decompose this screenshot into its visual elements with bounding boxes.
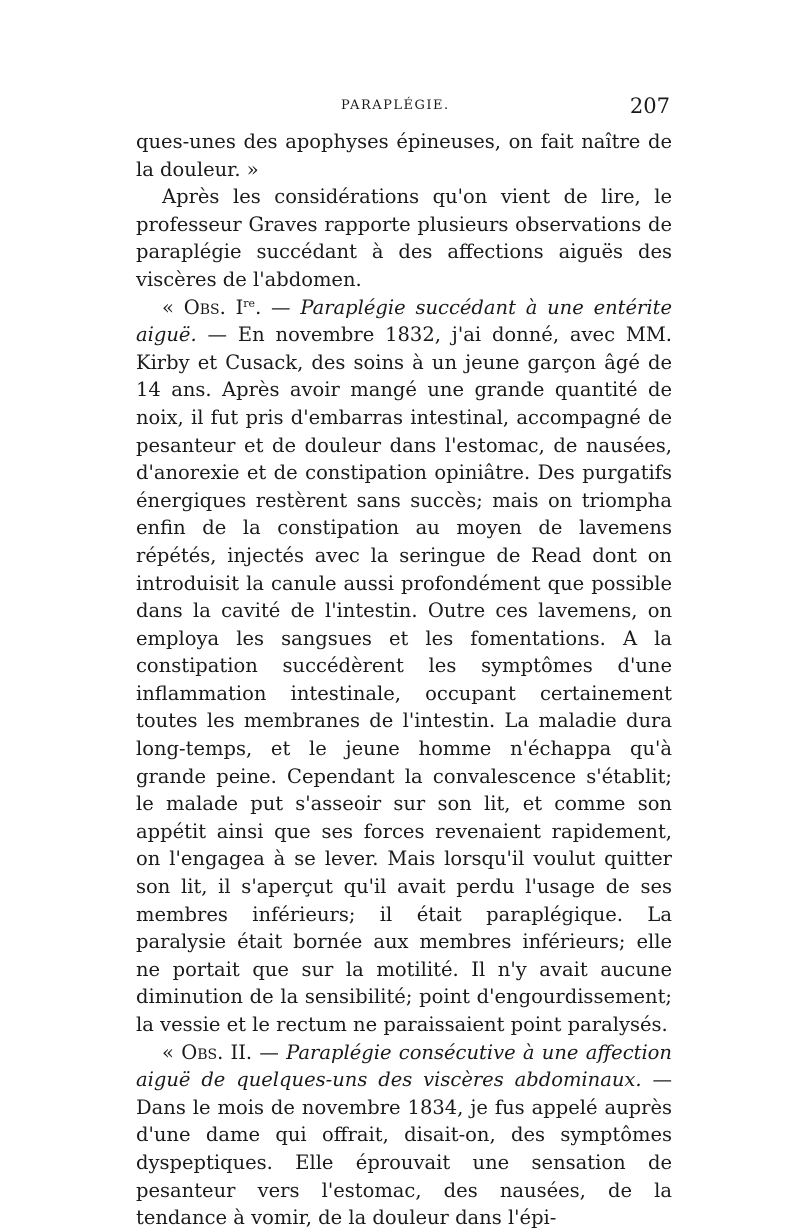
obs1-label: Obs. I [183,295,244,319]
obs1-label-sup: re [243,296,256,310]
obs2-sep: — [252,1040,287,1064]
obs2-label: Obs. II. [181,1040,253,1064]
obs1-title: Paraplégie succédant à une entérite aiguë. [136,295,672,347]
paragraph-continuation: ques-unes des apophyses épineuses, on fait naître de la douleur. » [136,130,672,181]
obs2-title: Paraplégie consécutive à une affection aiguë de quelques-uns des viscères abdominaux. [136,1040,672,1092]
page-header [136,94,672,128]
paragraph-intro: Après les considérations qu'on vient de lire, le professeur Graves rapporte plusieurs observations de paraplégie succédant à des affections aiguës des viscères de l'abdomen. [136,185,672,291]
running-head: PARAPLÉGIE. [341,98,450,113]
body-text [136,128,672,1232]
obs1-text: — En novembre 1832, j'ai donné, avec MM. Kirby et Cusack, des soins à un jeune garçon âgé de 14 ans. Après avoir mangé une grande quantité de noix, il fut pris d'embarras intestinal, accompagné de pesanteur et de douleur dans l'estomac, de nausées, d'anorexie et de constipation opiniâtre. Des purgatifs énergiques restèrent sans succès; mais on triompha enfin de la constipation au moyen de lavemens répétés, injectés avec la seringue de Read dont on introduisit la canule aussi profondément que possible dans la cavité de l'intestin. Outre ces lavemens, on employa les sangsues et les fomentations. A la constipation succédèrent les symptômes d'une inflammation intestinale, occupant certainement toutes les membranes de l'intestin. La maladie dura long-temps, et le jeune homme n'échappa qu'à grande peine. Cependant la convalescence s'établit; le malade put s'asseoir sur son lit, et comme son appétit ainsi que ses forces revenaient rapidement, on l'engagea à se lever. Mais lorsqu'il voulut quitter son lit, il s'aperçut qu'il avait perdu l'usage de ses membres inférieurs; il était paraplégique. La paralysie était bornée aux membres inférieurs; elle ne portait que sur la motilité. Il n'y avait aucune diminution de la sensibilité; point d'engourdissement; la vessie et le rectum ne paraissaient point paralysés. [136,323,672,1036]
book-page [136,94,672,1232]
page-number: 207 [629,94,670,118]
observation-2 [136,1039,672,1232]
obs1-quote: « [162,295,184,319]
obs1-sep: . — [255,295,301,319]
observation-1 [136,294,672,1039]
obs2-text: — Dans le mois de novembre 1834, je fus appelé auprès d'une dame qui offrait, disait-on, des symptômes dyspeptiques. Elle éprouvait une sensation de pesanteur vers l'estomac, des nausées, de la tendance à vomir, de la douleur dans l'épi- [136,1068,672,1230]
obs2-quote: « [162,1040,182,1064]
